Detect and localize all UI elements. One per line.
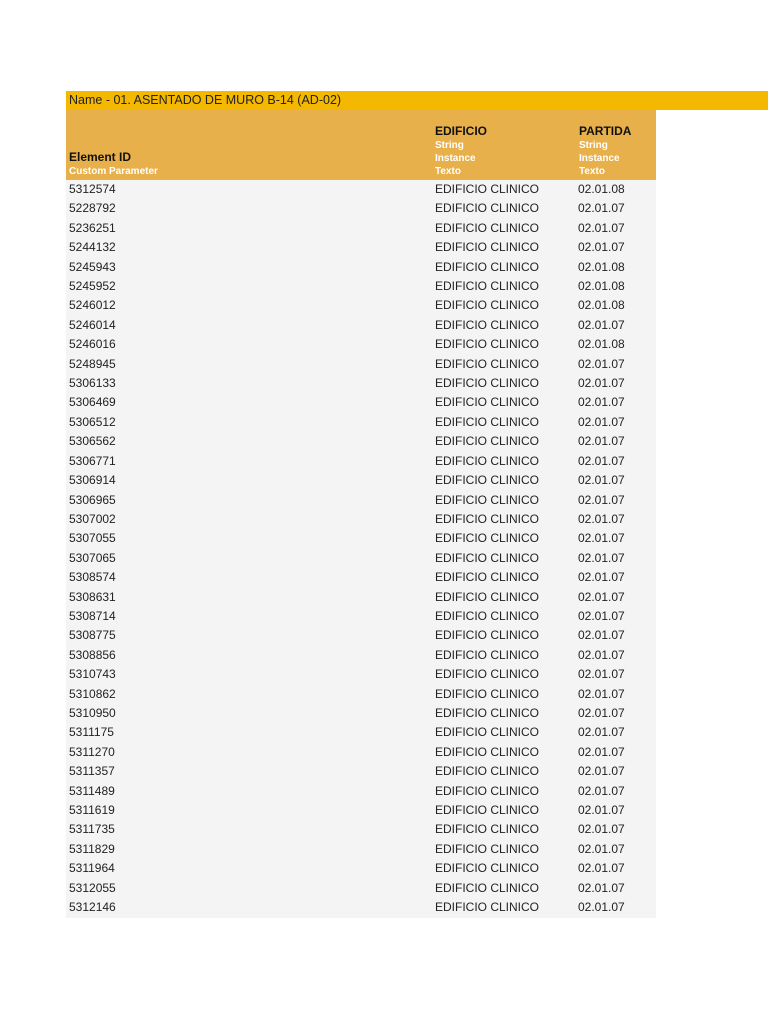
cell-edificio: EDIFICIO CLINICO <box>435 298 540 313</box>
cell-edificio: EDIFICIO CLINICO <box>435 550 540 565</box>
table-row[interactable] <box>66 335 656 354</box>
cell-element-id: 5244132 <box>69 240 116 255</box>
table-row[interactable] <box>66 685 656 704</box>
cell-element-id: 5312146 <box>69 900 116 915</box>
cell-element-id: 5310862 <box>69 686 116 701</box>
cell-edificio: EDIFICIO CLINICO <box>435 182 540 196</box>
cell-edificio: EDIFICIO CLINICO <box>435 822 540 837</box>
cell-element-id: 5307065 <box>69 550 116 565</box>
table-row[interactable] <box>66 238 656 257</box>
table-row[interactable] <box>66 355 656 374</box>
cell-element-id: 5306914 <box>69 473 116 488</box>
table-row[interactable] <box>66 219 656 238</box>
cell-element-id: 5308856 <box>69 647 116 662</box>
column-type: String <box>579 140 608 151</box>
cell-edificio: EDIFICIO CLINICO <box>435 356 540 371</box>
cell-partida: 02.01.07 <box>578 764 625 779</box>
column-sublabel: Custom Parameter <box>69 166 158 177</box>
table-body <box>66 180 656 917</box>
cell-edificio: EDIFICIO CLINICO <box>435 725 540 740</box>
column-sublabel <box>579 139 620 178</box>
cell-edificio: EDIFICIO CLINICO <box>435 861 540 876</box>
table-row[interactable] <box>66 607 656 626</box>
cell-element-id: 5245943 <box>69 259 116 274</box>
table-row[interactable] <box>66 801 656 820</box>
cell-edificio: EDIFICIO CLINICO <box>435 841 540 856</box>
table-row[interactable] <box>66 588 656 607</box>
table-row[interactable] <box>66 859 656 878</box>
cell-edificio: EDIFICIO CLINICO <box>435 803 540 817</box>
cell-edificio: EDIFICIO CLINICO <box>435 647 540 662</box>
table-row[interactable] <box>66 743 656 762</box>
table-row[interactable] <box>66 277 656 296</box>
table-row[interactable] <box>66 199 656 218</box>
cell-edificio: EDIFICIO CLINICO <box>435 783 540 798</box>
cell-edificio: EDIFICIO CLINICO <box>435 220 540 235</box>
cell-element-id: 5245952 <box>69 279 116 294</box>
column-scope: Instance <box>435 153 476 164</box>
cell-element-id: 5248945 <box>69 356 116 371</box>
table-row[interactable] <box>66 568 656 587</box>
column-label: EDIFICIO <box>435 124 488 138</box>
cell-partida: 02.01.07 <box>578 492 625 507</box>
column-header-edificio[interactable] <box>432 110 576 180</box>
table-row[interactable] <box>66 510 656 529</box>
cell-element-id: 5308775 <box>69 628 116 643</box>
table-row[interactable] <box>66 296 656 315</box>
cell-element-id: 5306512 <box>69 414 116 429</box>
table-row[interactable] <box>66 491 656 510</box>
cell-element-id: 5306133 <box>69 376 116 391</box>
cell-partida: 02.01.07 <box>578 511 625 526</box>
table-row[interactable] <box>66 529 656 548</box>
table-row[interactable] <box>66 879 656 898</box>
cell-partida: 02.01.07 <box>578 783 625 798</box>
cell-element-id: 5311489 <box>69 783 115 798</box>
cell-partida: 02.01.07 <box>578 570 625 585</box>
cell-edificio: EDIFICIO CLINICO <box>435 201 540 216</box>
cell-partida: 02.01.07 <box>578 803 625 817</box>
cell-partida: 02.01.08 <box>578 337 625 352</box>
cell-partida: 02.01.07 <box>578 686 625 701</box>
schedule-title: Name - 01. ASENTADO DE MURO B-14 (AD-02) <box>66 91 768 110</box>
cell-element-id: 5246016 <box>69 337 116 352</box>
table-row[interactable] <box>66 840 656 859</box>
column-label: Element ID <box>69 150 132 164</box>
table-row[interactable] <box>66 549 656 568</box>
cell-edificio: EDIFICIO CLINICO <box>435 628 540 643</box>
cell-element-id: 5311175 <box>69 725 114 740</box>
cell-partida: 02.01.07 <box>578 589 625 604</box>
cell-element-id: 5306562 <box>69 434 116 449</box>
cell-element-id: 5311270 <box>69 744 115 759</box>
table-row[interactable] <box>66 898 656 917</box>
table-row[interactable] <box>66 704 656 723</box>
cell-element-id: 5307002 <box>69 511 116 526</box>
cell-edificio: EDIFICIO CLINICO <box>435 395 540 410</box>
table-row[interactable] <box>66 258 656 277</box>
cell-edificio: EDIFICIO CLINICO <box>435 317 540 332</box>
cell-partida: 02.01.07 <box>578 822 625 837</box>
cell-edificio: EDIFICIO CLINICO <box>435 279 540 294</box>
cell-partida: 02.01.07 <box>578 473 625 488</box>
cell-partida: 02.01.07 <box>578 240 625 255</box>
cell-edificio: EDIFICIO CLINICO <box>435 473 540 488</box>
column-sublabel <box>435 139 476 178</box>
table-row[interactable] <box>66 374 656 393</box>
cell-partida: 02.01.08 <box>578 259 625 274</box>
table-row[interactable] <box>66 471 656 490</box>
cell-element-id: 5246014 <box>69 317 116 332</box>
cell-edificio: EDIFICIO CLINICO <box>435 414 540 429</box>
cell-partida: 02.01.07 <box>578 317 625 332</box>
cell-element-id: 5228792 <box>69 201 116 216</box>
cell-element-id: 5308574 <box>69 570 116 585</box>
cell-partida: 02.01.07 <box>578 201 625 216</box>
table-row[interactable] <box>66 762 656 781</box>
column-header-partida[interactable] <box>576 110 656 180</box>
column-type: String <box>435 140 464 151</box>
cell-edificio: EDIFICIO CLINICO <box>435 570 540 585</box>
table-row[interactable] <box>66 180 656 199</box>
table-row[interactable] <box>66 452 656 471</box>
cell-partida: 02.01.07 <box>578 628 625 643</box>
cell-edificio: EDIFICIO CLINICO <box>435 259 540 274</box>
cell-partida: 02.01.07 <box>578 395 625 410</box>
cell-edificio: EDIFICIO CLINICO <box>435 453 540 468</box>
cell-edificio: EDIFICIO CLINICO <box>435 705 540 720</box>
cell-element-id: 5310743 <box>69 667 116 682</box>
cell-partida: 02.01.07 <box>578 608 625 623</box>
cell-partida: 02.01.07 <box>578 667 625 682</box>
cell-element-id: 5306965 <box>69 492 116 507</box>
cell-element-id: 5308631 <box>69 589 116 604</box>
cell-partida: 02.01.08 <box>578 279 625 294</box>
table-row[interactable] <box>66 782 656 801</box>
column-format: Texto <box>579 166 605 177</box>
cell-partida: 02.01.07 <box>578 725 625 740</box>
cell-edificio: EDIFICIO CLINICO <box>435 511 540 526</box>
table-row[interactable] <box>66 626 656 645</box>
cell-edificio: EDIFICIO CLINICO <box>435 434 540 449</box>
cell-partida: 02.01.07 <box>578 705 625 720</box>
cell-partida: 02.01.08 <box>578 298 625 313</box>
cell-element-id: 5311619 <box>69 803 115 817</box>
cell-element-id: 5311357 <box>69 764 115 779</box>
table-row[interactable] <box>66 413 656 432</box>
cell-partida: 02.01.07 <box>578 744 625 759</box>
cell-element-id: 5307055 <box>69 531 116 546</box>
cell-partida: 02.01.07 <box>578 531 625 546</box>
column-header-element-id[interactable] <box>66 110 432 180</box>
cell-partida: 02.01.07 <box>578 861 625 876</box>
cell-element-id: 5312574 <box>69 182 116 196</box>
cell-element-id: 5236251 <box>69 220 116 235</box>
cell-partida: 02.01.07 <box>578 880 625 895</box>
cell-edificio: EDIFICIO CLINICO <box>435 531 540 546</box>
cell-edificio: EDIFICIO CLINICO <box>435 376 540 391</box>
table-row[interactable] <box>66 723 656 742</box>
cell-element-id: 5311964 <box>69 861 115 876</box>
cell-edificio: EDIFICIO CLINICO <box>435 337 540 352</box>
table-row[interactable] <box>66 646 656 665</box>
column-scope: Instance <box>579 153 620 164</box>
cell-edificio: EDIFICIO CLINICO <box>435 492 540 507</box>
cell-edificio: EDIFICIO CLINICO <box>435 744 540 759</box>
table-row[interactable] <box>66 820 656 839</box>
cell-partida: 02.01.07 <box>578 647 625 662</box>
cell-edificio: EDIFICIO CLINICO <box>435 608 540 623</box>
cell-partida: 02.01.07 <box>578 376 625 391</box>
table-row[interactable] <box>66 316 656 335</box>
cell-element-id: 5306771 <box>69 453 116 468</box>
cell-element-id: 5310950 <box>69 705 116 720</box>
table-row[interactable] <box>66 665 656 684</box>
cell-partida: 02.01.07 <box>578 414 625 429</box>
cell-edificio: EDIFICIO CLINICO <box>435 880 540 895</box>
cell-partida: 02.01.07 <box>578 434 625 449</box>
cell-element-id: 5306469 <box>69 395 116 410</box>
cell-element-id: 5311735 <box>69 822 115 837</box>
table-row[interactable] <box>66 393 656 412</box>
cell-element-id: 5308714 <box>69 608 116 623</box>
cell-partida: 02.01.07 <box>578 356 625 371</box>
column-format: Texto <box>435 166 461 177</box>
table-header <box>66 110 656 180</box>
cell-edificio: EDIFICIO CLINICO <box>435 764 540 779</box>
cell-element-id: 5311829 <box>69 841 115 856</box>
cell-element-id: 5246012 <box>69 298 116 313</box>
cell-edificio: EDIFICIO CLINICO <box>435 667 540 682</box>
cell-edificio: EDIFICIO CLINICO <box>435 686 540 701</box>
cell-edificio: EDIFICIO CLINICO <box>435 589 540 604</box>
cell-element-id: 5312055 <box>69 880 116 895</box>
column-label: PARTIDA <box>579 124 632 138</box>
cell-partida: 02.01.07 <box>578 220 625 235</box>
cell-edificio: EDIFICIO CLINICO <box>435 900 540 915</box>
table-row[interactable] <box>66 432 656 451</box>
cell-edificio: EDIFICIO CLINICO <box>435 240 540 255</box>
cell-partida: 02.01.07 <box>578 453 625 468</box>
cell-partida: 02.01.07 <box>578 550 625 565</box>
cell-partida: 02.01.08 <box>578 182 625 196</box>
cell-partida: 02.01.07 <box>578 900 625 915</box>
cell-partida: 02.01.07 <box>578 841 625 856</box>
